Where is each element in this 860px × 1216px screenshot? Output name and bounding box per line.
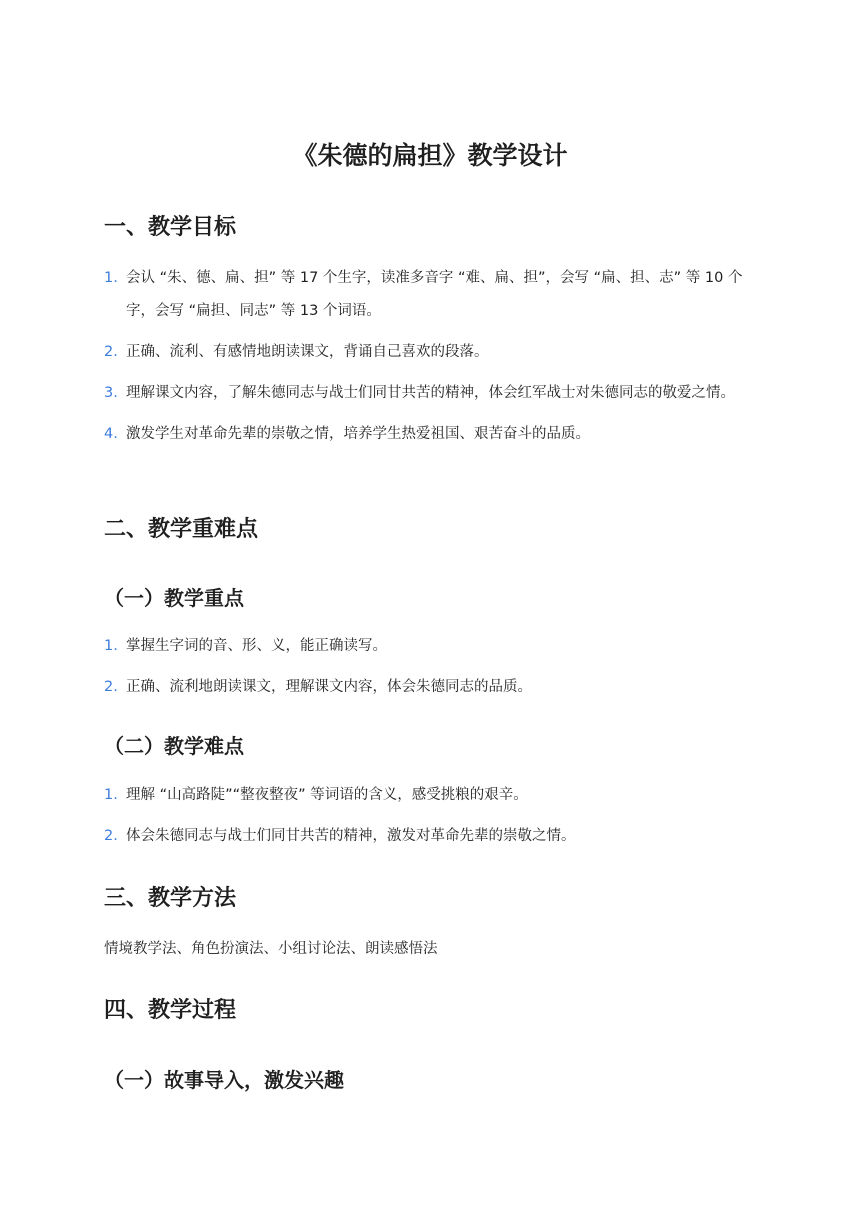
list-item (104, 418, 764, 451)
list-item-text: 激发学生对革命先辈的崇敬之情，培养学生热爱祖国、艰苦奋斗的品质。 (126, 426, 590, 442)
document-title: 《朱德的扁担》教学设计 (292, 141, 568, 170)
list-number: 2. (104, 344, 118, 360)
section-heading-objectives: 一、教学目标 (104, 215, 237, 240)
subsection-heading-difficult: （二）教学难点 (104, 734, 244, 758)
list-item (104, 779, 764, 812)
key-points-list (104, 630, 764, 712)
list-number: 4. (104, 426, 118, 442)
list-item-text: 会认 “朱、德、扁、担” 等 17 个生字，读准多音字 “难、扁、担”，会写 “扁、担、志” 等 10 个字，会写 “扁担、同志” 等 13 个词语。 (126, 270, 743, 319)
subsection-heading-key: （一）教学重点 (104, 586, 244, 610)
subsection-heading-intro: （一）故事导入，激发兴趣 (104, 1068, 344, 1092)
list-number: 1. (104, 787, 118, 803)
list-number: 3. (104, 385, 118, 401)
list-item (104, 630, 764, 663)
list-item-text: 正确、流利地朗读课文，理解课文内容，体会朱德同志的品质。 (126, 679, 532, 695)
list-item (104, 820, 764, 853)
list-item-text: 理解课文内容，了解朱德同志与战士们同甘共苦的精神，体会红军战士对朱德同志的敬爱之情。 (126, 385, 735, 401)
objectives-list (104, 262, 764, 459)
list-item-text: 理解 “山高路陡”“整夜整夜” 等词语的含义，感受挑粮的艰辛。 (126, 787, 528, 803)
list-item (104, 262, 764, 328)
difficult-points-list (104, 779, 764, 861)
methods-text: 情境教学法、角色扮演法、小组讨论法、朗读感悟法 (104, 941, 438, 957)
list-item (104, 336, 764, 369)
list-item (104, 671, 764, 704)
list-item-text: 正确、流利、有感情地朗读课文，背诵自己喜欢的段落。 (126, 344, 489, 360)
section-heading-process: 四、教学过程 (104, 998, 237, 1023)
list-item-text: 掌握生字词的音、形、义，能正确读写。 (126, 638, 387, 654)
list-number: 2. (104, 828, 118, 844)
section-heading-methods: 三、教学方法 (104, 886, 237, 911)
list-number: 1. (104, 270, 118, 286)
list-item (104, 377, 764, 410)
list-number: 2. (104, 679, 118, 695)
list-item-text: 体会朱德同志与战士们同甘共苦的精神，激发对革命先辈的崇敬之情。 (126, 828, 576, 844)
list-number: 1. (104, 638, 118, 654)
section-heading-key-points: 二、教学重难点 (104, 517, 259, 542)
